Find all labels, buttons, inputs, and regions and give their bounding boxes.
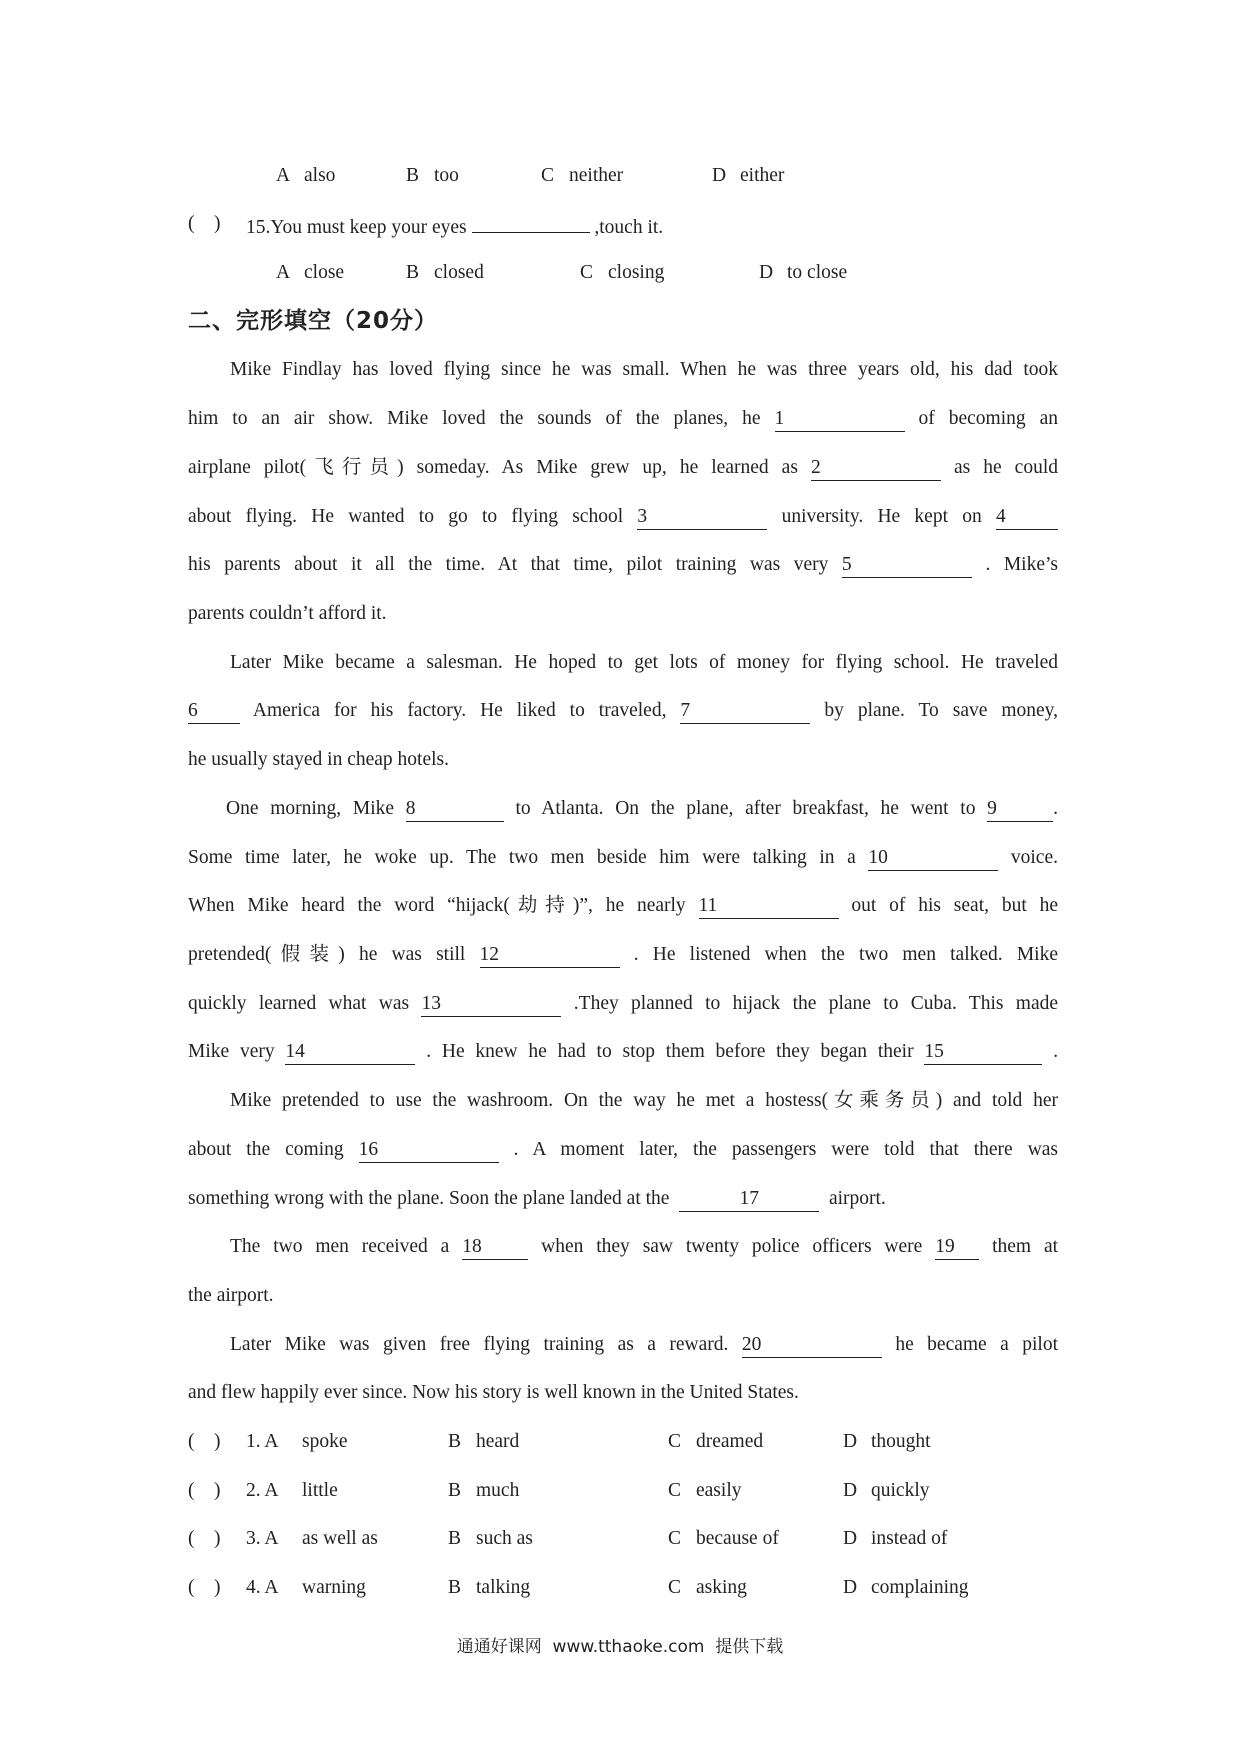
page-footer: 通通好课网 www.tthaoke.com 提供下载	[456, 1637, 784, 1657]
q14-option-b: B too	[406, 165, 459, 186]
q14-options	[188, 160, 1058, 192]
q15-option-c: C closing	[580, 262, 665, 283]
option-d: D complaining	[843, 1577, 969, 1598]
q15-options	[188, 257, 1058, 289]
passage-line: The two men received a 18 when they saw twenty police officers were 19 them at	[230, 1231, 1058, 1263]
question-row	[188, 1475, 1058, 1507]
question-number: 3. A	[246, 1528, 279, 1549]
answer-bracket: ( )	[188, 213, 221, 234]
option-d: D thought	[843, 1431, 931, 1452]
option-c: C dreamed	[668, 1431, 764, 1452]
cloze-blank-14: 14	[285, 1040, 415, 1065]
cloze-blank-12: 12	[480, 943, 620, 968]
question-number: 2. A	[246, 1480, 279, 1501]
answer-bracket: ( )	[188, 1431, 221, 1452]
option-a-text: warning	[302, 1577, 366, 1598]
passage-line: Mike very 14 . He knew he had to stop them before they began their 15 .	[188, 1036, 1058, 1068]
question-row	[188, 1572, 1058, 1604]
cloze-blank-2: 2	[811, 456, 941, 481]
question-row	[188, 1426, 1058, 1458]
passage-line: airplane pilot(飞行员) someday. As Mike grew up, he learned as 2 as he could	[188, 452, 1058, 484]
option-c: C easily	[668, 1480, 742, 1501]
q15-blank	[472, 208, 590, 233]
option-c: C asking	[668, 1577, 747, 1598]
q15-stem	[188, 208, 1058, 240]
cloze-blank-13: 13	[421, 992, 561, 1017]
cloze-blank-18: 18	[462, 1235, 528, 1260]
cloze-blank-11: 11	[699, 894, 839, 919]
cloze-blank-20: 20	[742, 1333, 882, 1358]
passage-line: Mike Findlay has loved flying since he was small. When he was three years old, his dad took	[230, 359, 1058, 380]
cloze-blank-8: 8	[406, 797, 504, 822]
passage-line: and flew happily ever since. Now his story is well known in the United States.	[188, 1382, 799, 1403]
q14-option-a: A also	[276, 165, 336, 186]
answer-bracket: ( )	[188, 1577, 221, 1598]
option-a-text: little	[302, 1480, 338, 1501]
option-a-text: as well as	[302, 1528, 378, 1549]
cloze-blank-5: 5	[842, 553, 972, 578]
passage-line: When Mike heard the word “hijack(劫持)”, he nearly 11 out of his seat, but he	[188, 890, 1058, 922]
passage-line: parents couldn’t afford it.	[188, 603, 387, 624]
passage-line: Some time later, he woke up. The two men beside him were talking in a 10 voice.	[188, 842, 1058, 874]
passage-line: Later Mike became a salesman. He hoped to get lots of money for flying school. He traveled	[230, 652, 1058, 673]
cloze-blank-16: 16	[359, 1138, 499, 1163]
q15-option-b: B closed	[406, 262, 484, 283]
cloze-blank-15: 15	[924, 1040, 1042, 1065]
cloze-blank-6: 6	[188, 699, 240, 724]
option-d: D instead of	[843, 1528, 948, 1549]
option-c: C because of	[668, 1528, 779, 1549]
answer-bracket: ( )	[188, 1480, 221, 1501]
q15-option-d: D to close	[759, 262, 848, 283]
option-b: B heard	[448, 1431, 520, 1452]
passage-line: about the coming 16 . A moment later, the passengers were told that there was	[188, 1134, 1058, 1166]
answer-bracket: ( )	[188, 1528, 221, 1549]
option-d: D quickly	[843, 1480, 930, 1501]
cloze-blank-4: 4	[996, 505, 1058, 530]
question-row	[188, 1523, 1058, 1555]
passage-line: he usually stayed in cheap hotels.	[188, 749, 450, 770]
section-title: 二、完形填空（20分）	[188, 308, 439, 334]
passage-line: the airport.	[188, 1285, 274, 1306]
passage-line: about flying. He wanted to go to flying school 3 university. He kept on 4	[188, 501, 1058, 533]
passage-line: pretended(假装) he was still 12 . He listened when the two men talked. Mike	[188, 939, 1058, 971]
option-b: B such as	[448, 1528, 533, 1549]
passage-line: his parents about it all the time. At that time, pilot training was very 5 . Mike’s	[188, 549, 1058, 581]
q14-option-c: C neither	[541, 165, 624, 186]
q14-option-d: D either	[712, 165, 785, 186]
passage-line: 6 America for his factory. He liked to traveled, 7 by plane. To save money,	[188, 695, 1058, 727]
cloze-blank-10: 10	[868, 846, 998, 871]
cloze-blank-1: 1	[775, 407, 905, 432]
cloze-blank-19: 19	[935, 1235, 979, 1260]
option-b: B talking	[448, 1577, 531, 1598]
q15-text: 15.You must keep your eyes ,touch it.	[246, 208, 663, 244]
passage-line: something wrong with the plane. Soon the plane landed at the 17 airport.	[188, 1183, 1058, 1215]
cloze-blank-9: 9	[987, 797, 1053, 822]
option-a-text: spoke	[302, 1431, 348, 1452]
passage-line: quickly learned what was 13 .They planned to hijack the plane to Cuba. This made	[188, 988, 1058, 1020]
cloze-blank-7: 7	[680, 699, 810, 724]
question-number: 4. A	[246, 1577, 279, 1598]
passage-line: One morning, Mike 8 to Atlanta. On the plane, after breakfast, he went to 9 .	[226, 793, 1058, 825]
cloze-blank-3: 3	[637, 505, 767, 530]
passage-line: Mike pretended to use the washroom. On the way he met a hostess(女乘务员) and told her	[230, 1090, 1058, 1111]
cloze-blank-17: 17	[679, 1187, 819, 1212]
passage-line: Later Mike was given free flying training as a reward. 20 he became a pilot	[230, 1329, 1058, 1361]
option-b: B much	[448, 1480, 520, 1501]
q15-option-a: A close	[276, 262, 345, 283]
question-number: 1. A	[246, 1431, 279, 1452]
passage-line: him to an air show. Mike loved the sounds of the planes, he 1 of becoming an	[188, 403, 1058, 435]
